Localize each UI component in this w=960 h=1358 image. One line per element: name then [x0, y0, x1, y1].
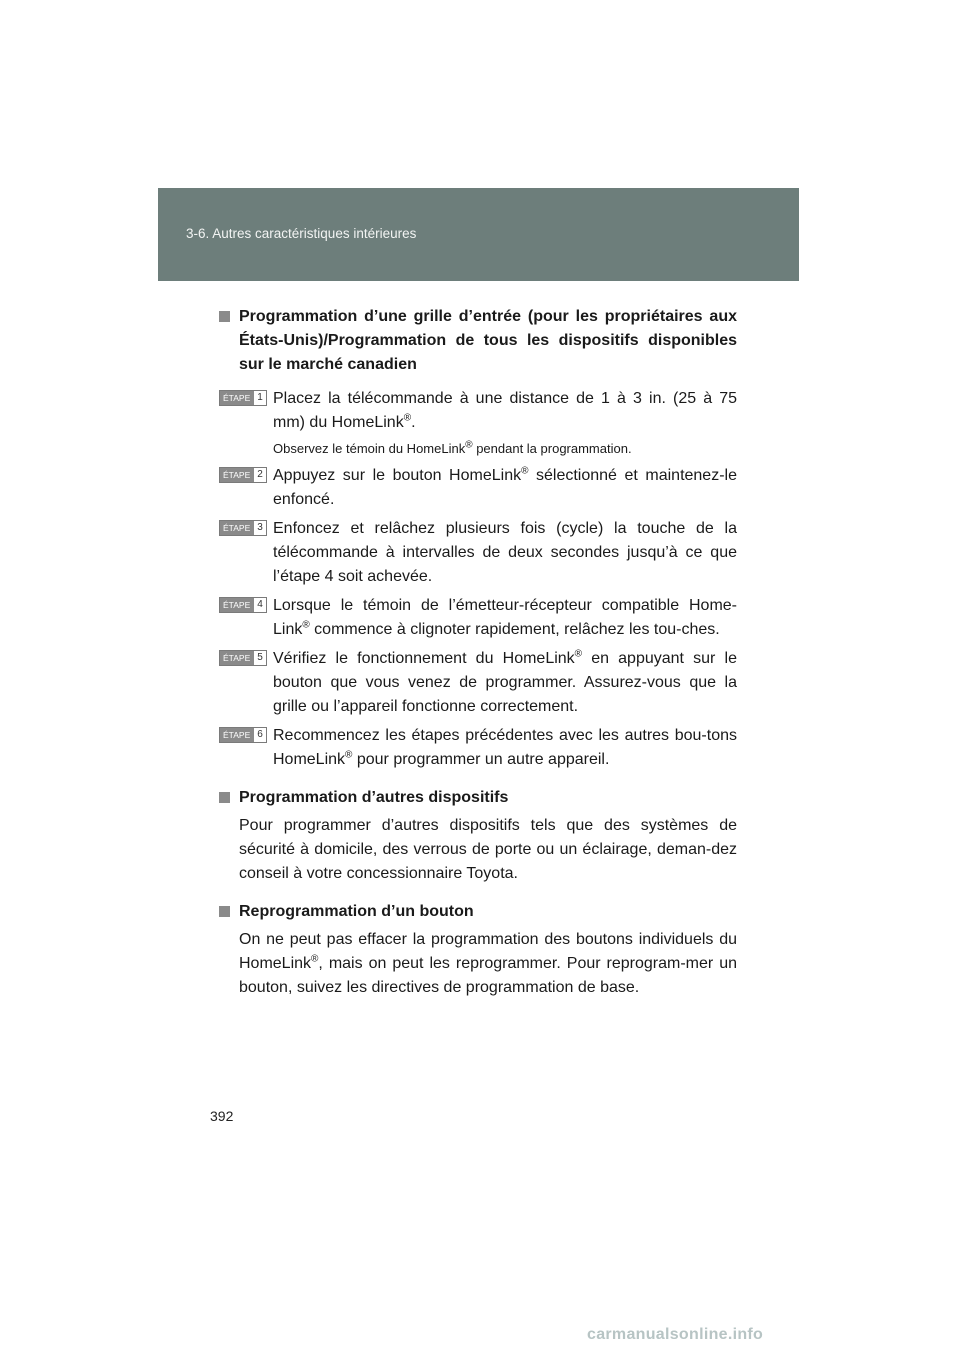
watermark-text: carmanualsonline.info [587, 1326, 764, 1343]
step-badge: ÉTAPE 3 [219, 520, 267, 536]
step-badge: ÉTAPE 2 [219, 467, 267, 483]
square-bullet-icon [219, 906, 230, 917]
step-2: ÉTAPE 2 Appuyez sur le bouton HomeLink® sélectionné et maintenez-le enfoncé. [219, 464, 737, 512]
step-5: ÉTAPE 5 Vérifiez le fonctionnement du HomeLink® en appuyant sur le bouton que vous venez de programmer. Assurez-vous que la grille ou l’appareil fonctionne correctement. [219, 647, 737, 719]
section3-body: On ne peut pas effacer la programmation des boutons individuels du HomeLink®, mais on peut les reprogrammer. Pour reprogram-mer un bouton, suivez les directives de programmation de base. [239, 931, 737, 996]
step-4: ÉTAPE 4 Lorsque le témoin de l’émetteur-récepteur compatible Home-Link® commence à clignoter rapidement, relâchez les tou-ches. [219, 594, 737, 642]
section-title-autres: Programmation d’autres dispositifs [219, 786, 737, 810]
section-title-reprogrammation: Reprogrammation d’un bouton [219, 900, 737, 924]
page-number: 392 [210, 1108, 234, 1124]
step-badge: ÉTAPE 5 [219, 650, 267, 666]
square-bullet-icon [219, 311, 230, 322]
step-badge: ÉTAPE 6 [219, 727, 267, 743]
step-1-note: Observez le témoin du HomeLink® pendant la programmation. [273, 439, 632, 456]
step-1: ÉTAPE 1 Placez la télécommande à une distance de 1 à 3 in. (25 à 75 mm) du HomeLink®. Observez le témoin du HomeLink® pendant la programmation. [219, 387, 737, 459]
section-header-band [158, 188, 799, 281]
section-breadcrumb: 3-6. Autres caractéristiques intérieures [186, 226, 417, 241]
page-content [219, 305, 737, 1014]
section2-body: Pour programmer d’autres dispositifs tels que des systèmes de sécurité à domicile, des verrous de porte ou un éclairage, deman-dez conseil à votre concessionnaire Toyota. [239, 817, 737, 882]
step-badge: ÉTAPE 4 [219, 597, 267, 613]
step-3: ÉTAPE 3 Enfoncez et relâchez plusieurs fois (cycle) la touche de la télécommande à intervalles de deux secondes jusqu’à ce que l’étape 4 soit achevée. [219, 517, 737, 589]
step-badge: ÉTAPE 1 [219, 390, 267, 406]
square-bullet-icon [219, 792, 230, 803]
section-title-grille: Programmation d’une grille d’entrée (pour les propriétaires aux États-Unis)/Programmation de tous les dispositifs disponibles sur le marché canadien [219, 305, 737, 377]
step-6: ÉTAPE 6 Recommencez les étapes précédentes avec les autres bou-tons HomeLink® pour programmer un autre appareil. [219, 724, 737, 772]
